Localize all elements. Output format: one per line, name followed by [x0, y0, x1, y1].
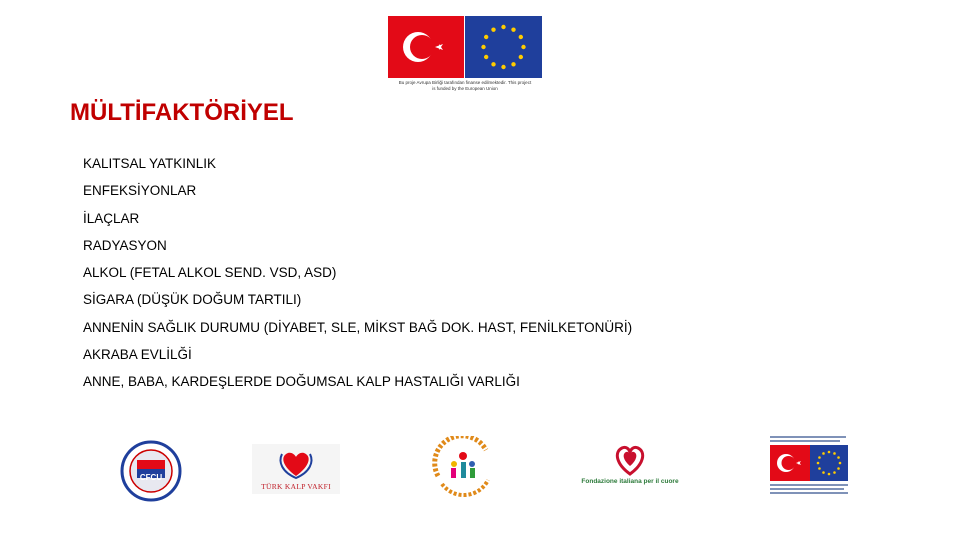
eu-star-icon: [818, 456, 821, 459]
eu-star-icon: [521, 45, 525, 49]
circular-text-logo: [428, 436, 498, 498]
eu-star-icon: [519, 55, 523, 59]
eu-star-icon: [818, 467, 821, 470]
list-item: RADYASYON: [83, 237, 167, 253]
fic-label: Fondazione italiana per il cuore: [581, 478, 679, 485]
list-item: KALITSAL YATKINLIK: [83, 156, 217, 171]
list-item: ANNENİN SAĞLIK DURUMU (DİYABET, SLE, MİKST BAĞ DOK. HAST, FENİLKETONÜRİ): [83, 319, 633, 335]
heart-icon: [580, 440, 680, 478]
funding-caption: Bu proje Avrupa Birliği tarafından finanse edilmektedir. This project is funded by the European Union: [398, 80, 532, 91]
heart-icon: [252, 444, 340, 482]
eu-star-icon: [484, 35, 488, 39]
eu-star-icon: [501, 65, 505, 69]
eu-star-icon: [481, 45, 485, 49]
cfcu-label: CFCU: [139, 473, 163, 482]
tkv-label: TÜRK KALP VAKFI: [261, 482, 331, 491]
eu-star-icon: [828, 451, 831, 454]
eu-star-icon: [491, 27, 495, 31]
eu-flag-icon: [465, 16, 542, 78]
eu-star-icon: [822, 452, 825, 455]
list-item: İLAÇLAR: [83, 210, 140, 226]
turkish-flag-icon: [770, 445, 810, 481]
eu-turkey-badge: [770, 436, 850, 498]
eu-turkey-logo: [388, 14, 542, 96]
fondazione-italiana-logo: [580, 440, 680, 490]
list-item: AKRABA EVLİLĞİ: [83, 347, 192, 363]
cfcu-logo: [120, 440, 182, 502]
list-item: ENFEKSİYONLAR: [83, 183, 197, 199]
factor-list: [83, 155, 632, 401]
list-item: SİGARA (DÜŞÜK DOĞUM TARTILI): [83, 292, 302, 308]
eu-star-icon: [822, 471, 825, 474]
eu-star-icon: [511, 27, 515, 31]
list-item: ALKOL (FETAL ALKOL SEND. VSD, ASD): [83, 265, 337, 281]
eu-star-icon: [484, 55, 488, 59]
eu-star-icon: [491, 62, 495, 66]
eu-star-icon: [833, 452, 836, 455]
eu-star-icon: [833, 471, 836, 474]
eu-star-icon: [501, 25, 505, 29]
list-item: ANNE, BABA, KARDEŞLERDE DOĞUMSAL KALP HASTALIĞI VARLIĞI: [83, 374, 520, 390]
turkish-flag-icon: [388, 16, 464, 78]
eu-star-icon: [839, 462, 842, 465]
eu-star-icon: [519, 35, 523, 39]
eu-star-icon: [828, 473, 831, 476]
turk-kalp-vakfi-logo: [252, 444, 340, 494]
eu-star-icon: [511, 62, 515, 66]
eu-star-icon: [837, 467, 840, 470]
eu-star-icon: [837, 456, 840, 459]
eu-star-icon: [817, 462, 820, 465]
eu-flag-icon: [810, 445, 848, 481]
page-title: MÜLTİFAKTÖRİYEL: [70, 99, 294, 126]
